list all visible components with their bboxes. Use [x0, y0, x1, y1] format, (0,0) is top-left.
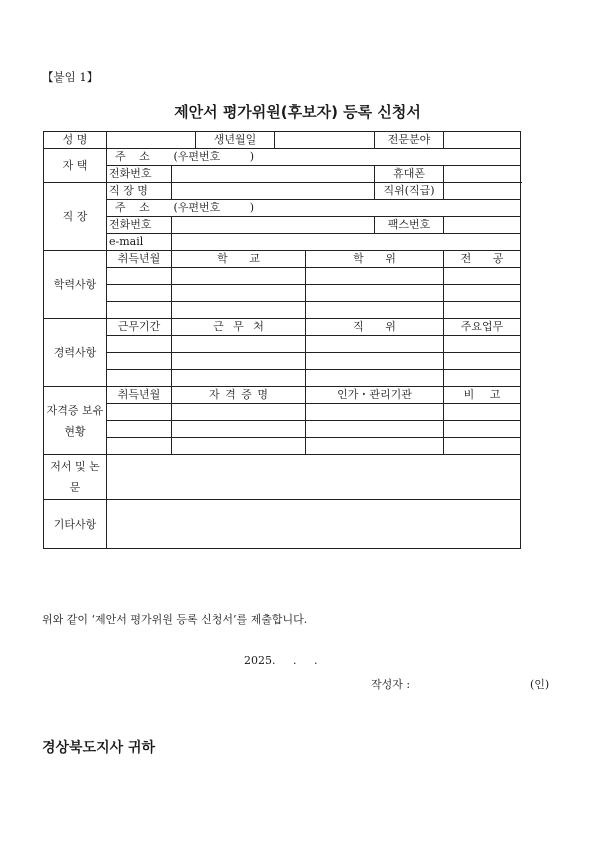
license-cell[interactable]: [107, 438, 172, 455]
work-phone-field[interactable]: [172, 217, 375, 234]
work-phone-label: 전화번호: [107, 217, 172, 234]
education-cell[interactable]: [107, 268, 172, 285]
other-row: [44, 500, 521, 549]
home-section-label: 자 택: [44, 149, 107, 183]
workplace-label: 직 장 명: [107, 183, 172, 200]
mobile-field[interactable]: [444, 166, 521, 183]
career-entry-row: [44, 336, 521, 353]
education-cell[interactable]: [444, 302, 521, 319]
home-postcode-hint: (우편번호 ): [173, 150, 255, 163]
education-header: 전 공: [444, 251, 521, 268]
career-cell[interactable]: [107, 353, 172, 370]
license-entry-row: [44, 404, 521, 421]
publications-label: 저서 및 논문: [44, 455, 107, 500]
career-entry-row: [44, 353, 521, 370]
education-cell[interactable]: [172, 268, 306, 285]
email-row: [44, 234, 521, 251]
document-title: 제안서 평가위원(후보자) 등록 신청서: [174, 103, 421, 121]
career-section-label: 경력사항: [44, 319, 107, 387]
career-cell[interactable]: [107, 336, 172, 353]
career-cell[interactable]: [306, 353, 444, 370]
education-cell[interactable]: [444, 285, 521, 302]
career-cell[interactable]: [172, 353, 306, 370]
career-cell[interactable]: [444, 370, 521, 387]
career-cell[interactable]: [172, 370, 306, 387]
addressee: 경상북도지사 귀하: [42, 740, 156, 756]
education-cell[interactable]: [107, 285, 172, 302]
name-row: [44, 132, 521, 149]
education-cell[interactable]: [444, 268, 521, 285]
field-field[interactable]: [444, 132, 521, 149]
work-section-label: 직 장: [44, 183, 107, 251]
submission-statement: 위와 같이 ‘제안서 평가위원 등록 신청서’를 제출합니다.: [42, 613, 308, 626]
education-cell[interactable]: [172, 302, 306, 319]
career-cell[interactable]: [306, 336, 444, 353]
license-cell[interactable]: [306, 421, 444, 438]
career-header: 근무기간: [107, 319, 172, 336]
home-phone-row: [44, 166, 521, 183]
license-entry-row: [44, 438, 521, 455]
license-cell[interactable]: [306, 404, 444, 421]
license-header: 자 격 증 명: [172, 387, 306, 404]
home-address-row: [44, 149, 521, 166]
education-cell[interactable]: [306, 268, 444, 285]
education-section-label: 학력사항: [44, 251, 107, 319]
fax-label: 팩스번호: [375, 217, 444, 234]
career-cell[interactable]: [444, 336, 521, 353]
birth-label: 생년월일: [196, 132, 275, 149]
license-header: 취득년월: [107, 387, 172, 404]
workplace-field[interactable]: [172, 183, 375, 200]
license-cell[interactable]: [444, 404, 521, 421]
email-field[interactable]: [172, 234, 521, 251]
license-header: 비 고: [444, 387, 521, 404]
home-phone-field[interactable]: [172, 166, 375, 183]
name-field[interactable]: [107, 132, 196, 149]
writer-label: 작성자 :: [371, 678, 411, 691]
publications-field[interactable]: [107, 455, 521, 500]
work-address-row: [44, 200, 521, 217]
license-header-row: [44, 387, 521, 404]
education-cell[interactable]: [306, 285, 444, 302]
license-cell[interactable]: [172, 404, 306, 421]
home-phone-label: 전화번호: [107, 166, 172, 183]
license-cell[interactable]: [172, 438, 306, 455]
career-entry-row: [44, 370, 521, 387]
workplace-row: [44, 183, 521, 200]
application-form-table: [43, 131, 521, 549]
license-header: 인가・관리기관: [306, 387, 444, 404]
license-cell[interactable]: [444, 421, 521, 438]
date-line: 2025. . .: [244, 654, 318, 667]
education-cell[interactable]: [107, 302, 172, 319]
education-header-row: [44, 251, 521, 268]
home-address-label: 주 소: [107, 149, 172, 166]
attachment-label: 【붙임 1】: [42, 70, 99, 84]
other-field[interactable]: [107, 500, 521, 549]
education-header: 학 위: [306, 251, 444, 268]
mobile-label: 휴대폰: [375, 166, 444, 183]
education-entry-row: [44, 285, 521, 302]
seal-label: (인): [530, 678, 550, 691]
license-cell[interactable]: [107, 404, 172, 421]
license-cell[interactable]: [306, 438, 444, 455]
field-label: 전문분야: [375, 132, 444, 149]
career-cell[interactable]: [107, 370, 172, 387]
license-entry-row: [44, 421, 521, 438]
position-label: 직위(직급): [375, 183, 444, 200]
work-address-field[interactable]: [172, 200, 521, 217]
home-address-field[interactable]: [172, 149, 521, 166]
education-cell[interactable]: [172, 285, 306, 302]
career-header: 주요업무: [444, 319, 521, 336]
work-phone-row: [44, 217, 521, 234]
license-cell[interactable]: [444, 438, 521, 455]
education-entry-row: [44, 268, 521, 285]
education-entry-row: [44, 302, 521, 319]
work-postcode-hint: (우편번호 ): [173, 201, 255, 214]
license-section-label: 자격증 보유현황: [44, 387, 107, 455]
work-address-label: 주 소: [107, 200, 172, 217]
other-label: 기타사항: [44, 500, 107, 549]
career-header-row: [44, 319, 521, 336]
email-label: e-mail: [107, 234, 172, 251]
name-label: 성 명: [44, 132, 107, 149]
license-cell[interactable]: [172, 421, 306, 438]
fax-field[interactable]: [444, 217, 521, 234]
position-field[interactable]: [444, 183, 521, 200]
career-cell[interactable]: [444, 353, 521, 370]
publications-row: [44, 455, 521, 500]
license-cell[interactable]: [107, 421, 172, 438]
career-header: 직 위: [306, 319, 444, 336]
birth-field[interactable]: [275, 132, 375, 149]
education-cell[interactable]: [306, 302, 444, 319]
career-cell[interactable]: [172, 336, 306, 353]
education-header: 취득년월: [107, 251, 172, 268]
education-header: 학 교: [172, 251, 306, 268]
career-header: 근 무 처: [172, 319, 306, 336]
career-cell[interactable]: [306, 370, 444, 387]
